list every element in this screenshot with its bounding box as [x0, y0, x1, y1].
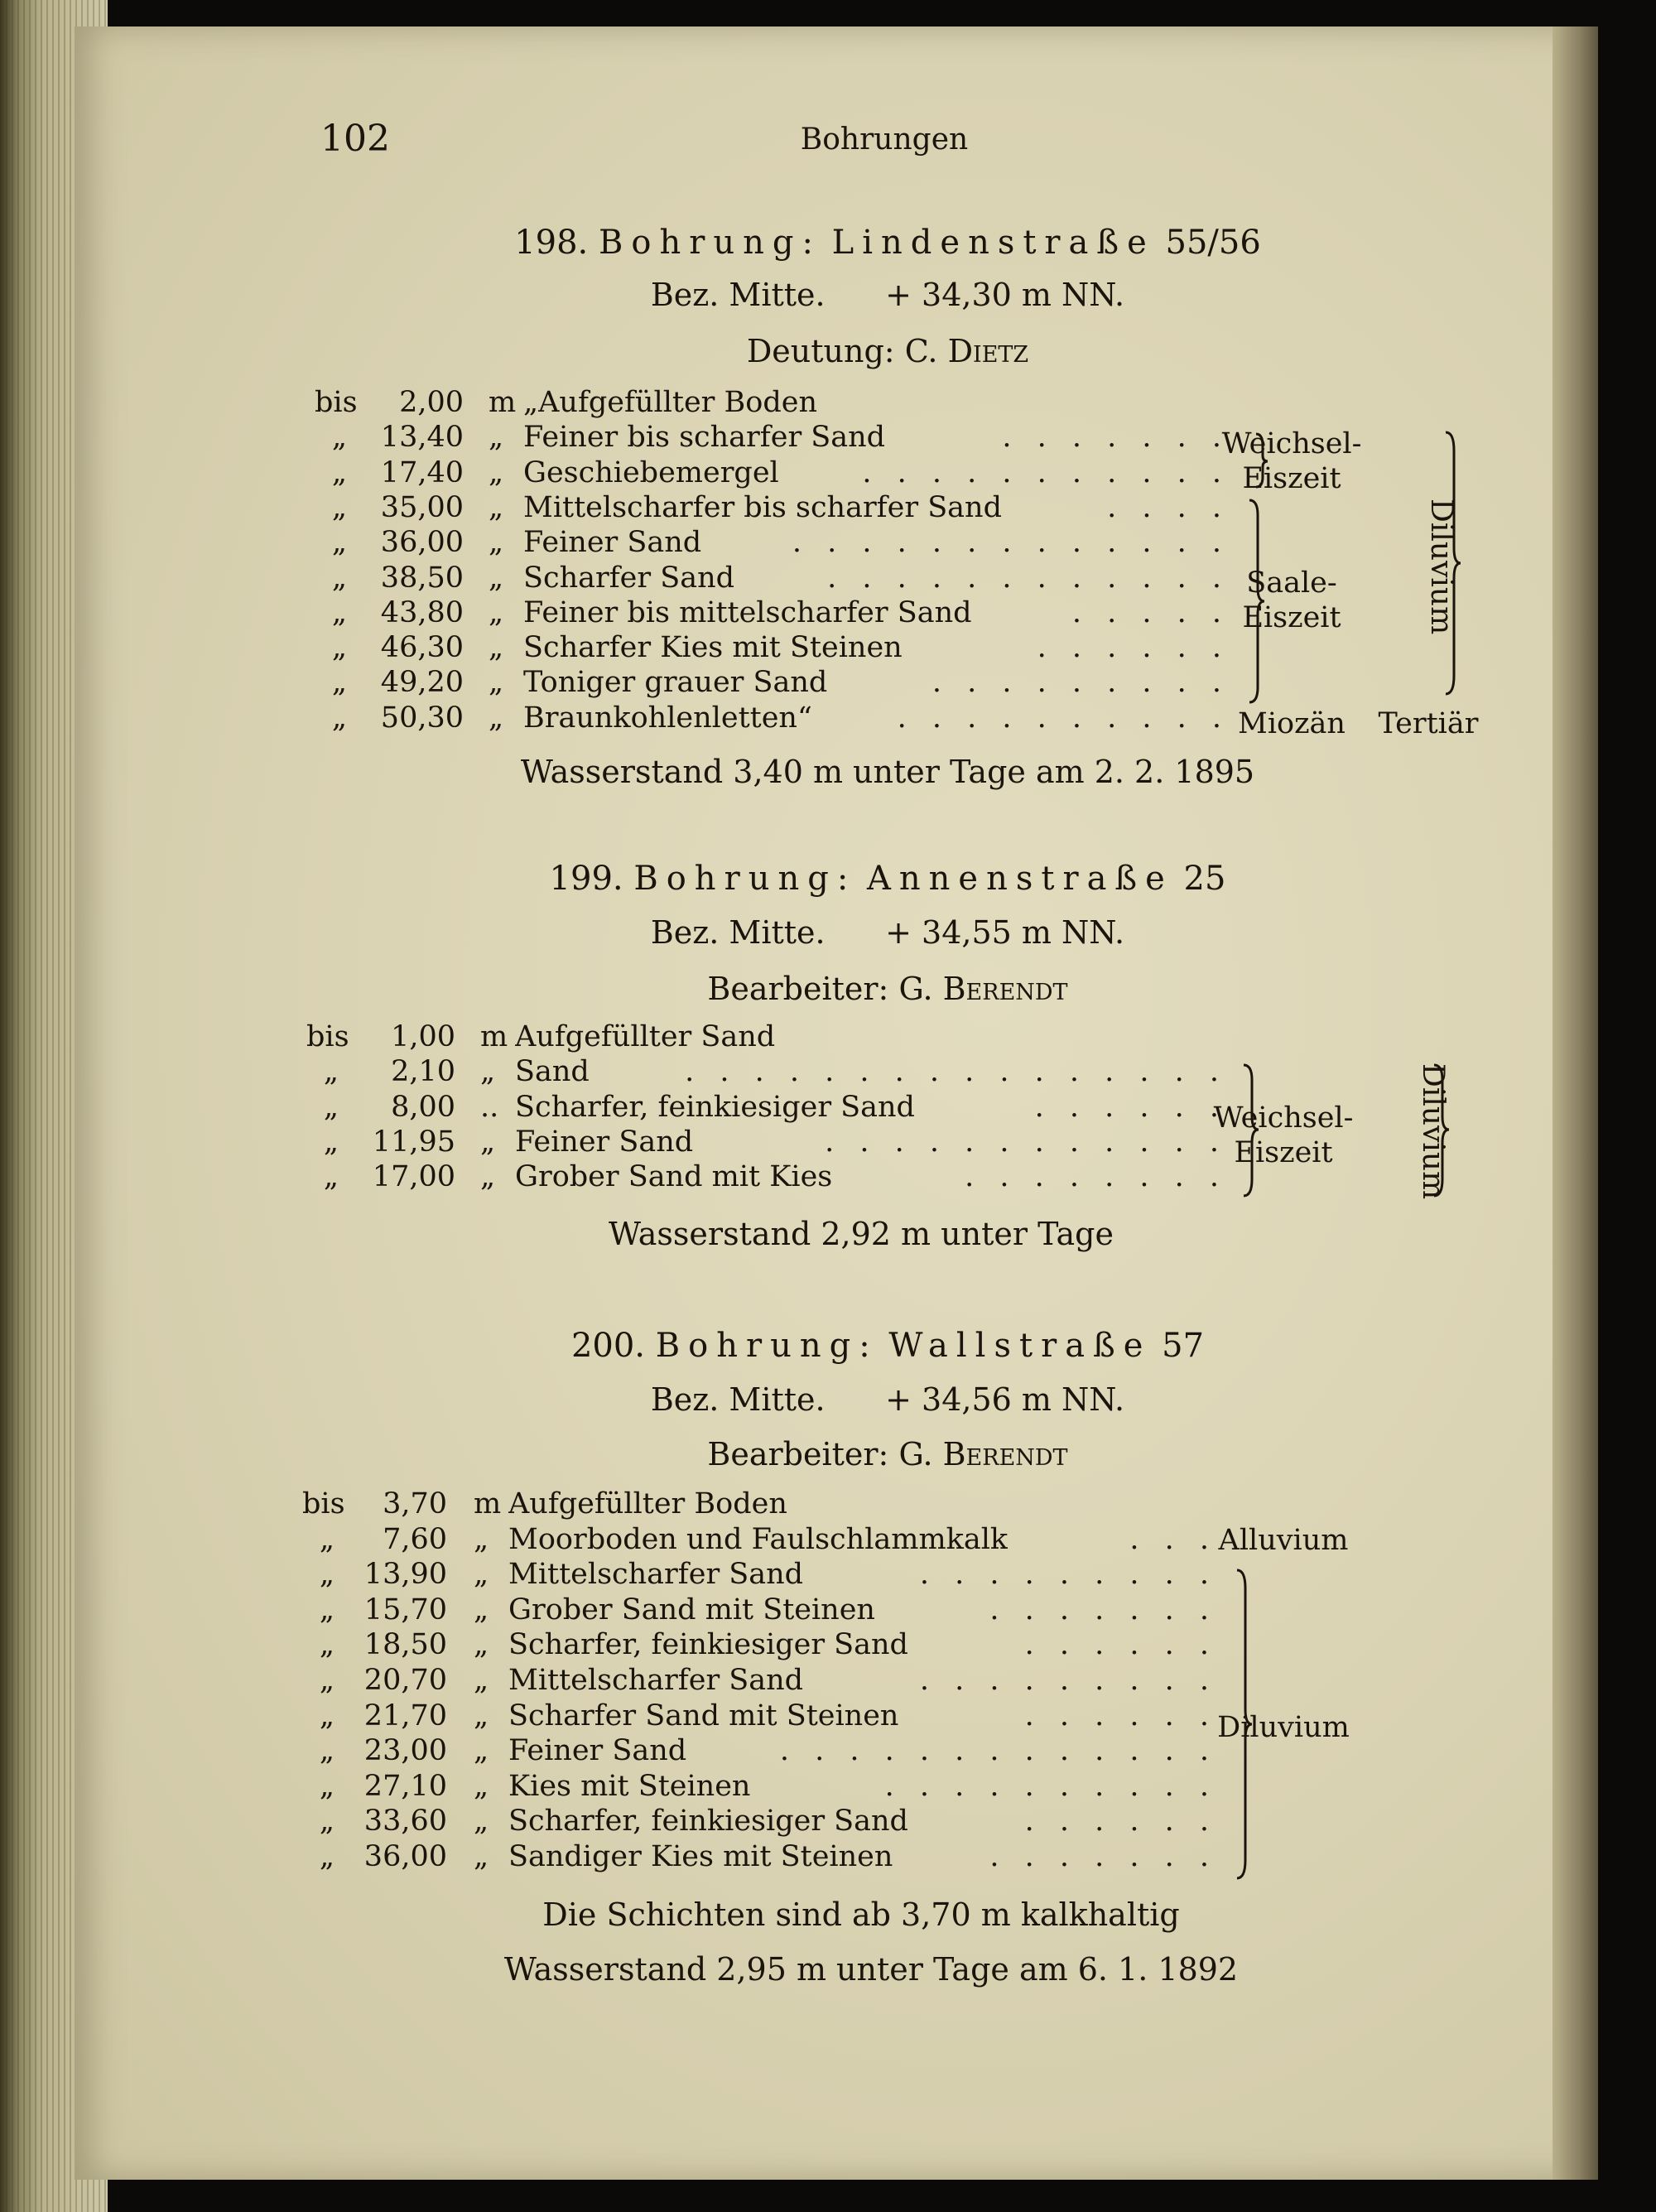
layer-description: Scharfer, feinkiesiger Sand: [508, 1628, 908, 1662]
water-level: Wasserstand 2,92 m unter Tage: [609, 1216, 1114, 1252]
depth-prefix: „: [331, 421, 348, 455]
leader-dots: . . . . . . . . . . . .: [825, 1125, 1227, 1159]
era-label-vertical: Diluvium: [1424, 499, 1458, 635]
depth-unit: „: [489, 595, 504, 629]
depth-value: 43,80: [380, 595, 464, 629]
strata-row: [75, 666, 1230, 701]
leader-dots: . . . . . . . . . .: [884, 1769, 1217, 1803]
depth-unit: m: [489, 386, 517, 419]
running-head: Bohrungen: [800, 123, 969, 157]
bracket-saale: [1248, 499, 1268, 706]
leader-dots: . . . .: [1107, 490, 1230, 524]
depth-value: 18,50: [363, 1628, 447, 1662]
depth-prefix: „: [331, 595, 348, 629]
depth-unit: „: [480, 1055, 496, 1089]
credit-line: Deutung: C. Dietz: [746, 333, 1029, 369]
depth-prefix: „: [331, 701, 348, 735]
strata-row: [75, 1699, 1217, 1734]
strata-row: [75, 1840, 1217, 1875]
strata-row: [75, 1628, 1217, 1663]
depth-value: 13,90: [363, 1558, 447, 1592]
depth-value: 27,10: [363, 1769, 447, 1803]
depth-value: 13,40: [380, 421, 464, 455]
depth-unit: „: [480, 1125, 496, 1159]
leader-dots: . . . . . . . . . .: [897, 701, 1230, 735]
layer-description: Geschiebemergel: [523, 455, 779, 489]
depth-value: 33,60: [363, 1805, 447, 1839]
bracket-weichsel: [1254, 432, 1271, 490]
strata-row: [75, 596, 1230, 631]
layer-description: Aufgefüllter Boden: [508, 1487, 787, 1520]
depth-value: 35,00: [380, 490, 464, 524]
depth-prefix: „: [323, 1090, 339, 1124]
depth-value: 46,30: [380, 631, 464, 665]
depth-unit: „: [474, 1664, 489, 1697]
epoch-label: Eiszeit: [1234, 1136, 1333, 1169]
depth-prefix: „: [331, 526, 348, 560]
lime-note: Die Schichten sind ab 3,70 m kalkhaltig: [542, 1896, 1180, 1933]
depth-prefix: „: [319, 1805, 335, 1839]
strata-row: [75, 1020, 1227, 1055]
depth-value: 17,40: [380, 455, 464, 489]
depth-prefix: „: [331, 666, 348, 700]
layer-description: Kies mit Steinen: [508, 1769, 751, 1803]
depth-prefix: „: [331, 561, 348, 595]
epoch-label: Miozän: [1238, 707, 1346, 740]
depth-value: 36,00: [363, 1840, 447, 1873]
section-title: 200. Bohrung: Wallstraße 57: [570, 1327, 1205, 1365]
depth-prefix: „: [323, 1055, 339, 1089]
depth-unit: „: [474, 1769, 489, 1803]
leader-dots: . . . . . . . . .: [919, 1664, 1217, 1697]
epoch-label: Weichsel-: [1221, 427, 1362, 460]
depth-unit: „: [489, 631, 504, 665]
strata-row: [75, 1770, 1217, 1805]
epoch-label: Alluvium: [1218, 1524, 1349, 1557]
depth-unit: „: [474, 1734, 489, 1768]
depth-unit: m: [474, 1487, 502, 1520]
layer-description: Feiner Sand: [523, 526, 702, 560]
bracket-diluvium: [1432, 1063, 1452, 1199]
leader-dots: . . . . . . .: [1002, 421, 1230, 455]
epoch-label: Saale-: [1246, 566, 1337, 600]
depth-unit: „: [489, 666, 504, 700]
depth-value: 23,00: [363, 1734, 447, 1768]
depth-unit: „: [474, 1699, 489, 1732]
depth-unit: „: [480, 1160, 496, 1194]
depth-value: 38,50: [380, 561, 464, 595]
page-number: 102: [320, 118, 390, 160]
district-elevation: Bez. Mitte. + 34,30 m NN.: [650, 277, 1125, 313]
leader-dots: . . . . . . . .: [965, 1160, 1227, 1194]
strata-row: [75, 1160, 1227, 1195]
strata-row: [75, 1523, 1217, 1558]
depth-unit: „: [489, 561, 504, 595]
layer-description: Mittelscharfer Sand: [508, 1558, 804, 1592]
layer-description: Toniger grauer Sand: [523, 666, 828, 700]
layer-description: Grober Sand mit Kies: [515, 1160, 833, 1194]
depth-unit: ..: [480, 1090, 499, 1124]
strata-row: [75, 1091, 1227, 1125]
strata-row: [75, 701, 1230, 736]
leader-dots: . . . . . . . . .: [919, 1558, 1217, 1592]
layer-description: Feiner Sand: [508, 1734, 687, 1768]
leader-dots: . . . . . . . . .: [932, 666, 1230, 700]
layer-description: Mittelscharfer Sand: [508, 1664, 804, 1697]
depth-unit: „: [474, 1840, 489, 1873]
depth-prefix: „: [319, 1840, 335, 1873]
depth-prefix: „: [319, 1593, 335, 1626]
depth-value: 7,60: [383, 1522, 447, 1556]
book-page: [75, 27, 1598, 2180]
credit-line: Bearbeiter: G. Berendt: [707, 1436, 1068, 1472]
leader-dots: . . . . .: [1071, 595, 1230, 629]
depth-value: 8,00: [391, 1090, 455, 1124]
bracket-diluvium: [1444, 431, 1462, 697]
layer-description: Braunkohlenletten“: [523, 701, 812, 735]
strata-row: [75, 421, 1230, 455]
bracket-weichsel: [1242, 1063, 1262, 1199]
depth-unit: m: [480, 1020, 508, 1053]
layer-description: Mittelscharfer bis scharfer Sand: [523, 490, 1002, 524]
leader-dots: . . . . . .: [1024, 1699, 1217, 1732]
depth-prefix: bis: [315, 386, 358, 419]
depth-prefix: „: [323, 1125, 339, 1159]
layer-description: Scharfer, feinkiesiger Sand: [508, 1805, 908, 1839]
layer-description: Sandiger Kies mit Steinen: [508, 1840, 893, 1873]
depth-prefix: „: [319, 1699, 335, 1732]
depth-prefix: „: [319, 1558, 335, 1592]
strata-row: [75, 631, 1230, 666]
epoch-label: Eiszeit: [1242, 462, 1341, 495]
depth-prefix: „: [319, 1769, 335, 1803]
epoch-label: Tertiär: [1378, 707, 1479, 740]
strata-row: [75, 1558, 1217, 1593]
layer-description: Sand: [515, 1055, 590, 1089]
depth-value: 50,30: [380, 701, 464, 735]
leader-dots: . . . . . .: [1037, 631, 1230, 665]
layer-description: Feiner bis scharfer Sand: [523, 421, 886, 455]
leader-dots: . . . . . . . . . . . . .: [792, 526, 1230, 560]
district-elevation: Bez. Mitte. + 34,56 m NN.: [650, 1381, 1125, 1418]
credit-line: Bearbeiter: G. Berendt: [707, 971, 1068, 1007]
depth-unit: „: [489, 526, 504, 560]
layer-description: Scharfer Sand mit Steinen: [508, 1699, 899, 1732]
depth-prefix: „: [323, 1160, 339, 1194]
depth-unit: „: [489, 421, 504, 455]
depth-prefix: bis: [302, 1487, 345, 1520]
depth-value: 2,10: [391, 1055, 455, 1089]
depth-value: 36,00: [380, 526, 464, 560]
depth-unit: „: [474, 1805, 489, 1839]
strata-row: [75, 456, 1230, 491]
depth-unit: „: [489, 455, 504, 489]
water-level: Wasserstand 3,40 m unter Tage am 2. 2. 1895: [520, 754, 1255, 790]
depth-prefix: „: [331, 631, 348, 665]
depth-value: 3,70: [383, 1487, 447, 1520]
leader-dots: . . . . . . .: [989, 1840, 1217, 1873]
epoch-label: Weichsel-: [1213, 1101, 1354, 1135]
strata-row: [75, 1805, 1217, 1839]
depth-value: 11,95: [372, 1125, 455, 1159]
strata-row: [75, 1055, 1227, 1090]
leader-dots: . . . . . . .: [989, 1593, 1217, 1626]
strata-row: [75, 1664, 1217, 1699]
strata-row: [75, 1593, 1217, 1628]
layer-description: Moorboden und Faulschlammkalk: [508, 1522, 1009, 1556]
depth-value: 17,00: [372, 1160, 455, 1194]
section-title: 199. Bohrung: Annenstraße 25: [549, 860, 1226, 898]
depth-prefix: „: [331, 455, 348, 489]
layer-description: „Aufgefüllter Boden: [523, 386, 817, 419]
strata-row: [75, 1734, 1217, 1769]
layer-description: Feiner Sand: [515, 1125, 694, 1159]
leader-dots: . . . . . . . . . . .: [862, 455, 1230, 489]
water-level: Wasserstand 2,95 m unter Tage am 6. 1. 1892: [503, 1951, 1239, 1988]
depth-prefix: „: [319, 1628, 335, 1662]
depth-value: 21,70: [363, 1699, 447, 1732]
depth-prefix: „: [331, 490, 348, 524]
leader-dots: . . . . . . . . . . . .: [827, 561, 1230, 595]
strata-row: [75, 526, 1230, 561]
layer-description: Feiner bis mittelscharfer Sand: [523, 595, 972, 629]
strata-row: [75, 1487, 1217, 1522]
depth-unit: „: [489, 490, 504, 524]
strata-row: [75, 1125, 1227, 1160]
strata-row: [75, 561, 1230, 596]
era-label-vertical: Diluvium: [1416, 1063, 1450, 1200]
depth-unit: „: [474, 1558, 489, 1592]
depth-prefix: „: [319, 1664, 335, 1697]
depth-value: 15,70: [363, 1593, 447, 1626]
layer-description: Scharfer Kies mit Steinen: [523, 631, 903, 665]
depth-value: 1,00: [391, 1020, 455, 1053]
depth-prefix: „: [319, 1734, 335, 1768]
depth-value: 2,00: [399, 386, 464, 419]
section-title: 198. Bohrung: Lindenstraße 55/56: [514, 224, 1261, 262]
depth-prefix: „: [319, 1522, 335, 1556]
depth-unit: „: [474, 1628, 489, 1662]
epoch-label: Diluvium: [1217, 1711, 1350, 1744]
leader-dots: . . . . . .: [1024, 1805, 1217, 1839]
page-header: [75, 118, 1598, 167]
leader-dots: . . .: [1129, 1522, 1217, 1556]
depth-unit: „: [474, 1593, 489, 1626]
depth-value: 49,20: [380, 666, 464, 700]
epoch-label: Eiszeit: [1242, 601, 1341, 634]
depth-unit: „: [474, 1522, 489, 1556]
leader-dots: . . . . . . . . . . . . .: [779, 1734, 1217, 1768]
layer-description: Scharfer, feinkiesiger Sand: [515, 1090, 915, 1124]
district-elevation: Bez. Mitte. + 34,55 m NN.: [650, 914, 1125, 951]
depth-unit: „: [489, 701, 504, 735]
layer-description: Scharfer Sand: [523, 561, 735, 595]
strata-row: [75, 491, 1230, 526]
depth-prefix: bis: [306, 1020, 349, 1053]
leader-dots: . . . . . .: [1024, 1628, 1217, 1662]
leader-dots: . . . . . .: [1034, 1090, 1227, 1124]
strata-row: [75, 386, 1230, 421]
leader-dots: . . . . . . . . . . . . . . . .: [685, 1055, 1227, 1089]
depth-value: 20,70: [363, 1664, 447, 1697]
layer-description: Grober Sand mit Steinen: [508, 1593, 875, 1626]
layer-description: Aufgefüllter Sand: [515, 1020, 776, 1053]
bracket-diluvium: [1235, 1569, 1255, 1882]
